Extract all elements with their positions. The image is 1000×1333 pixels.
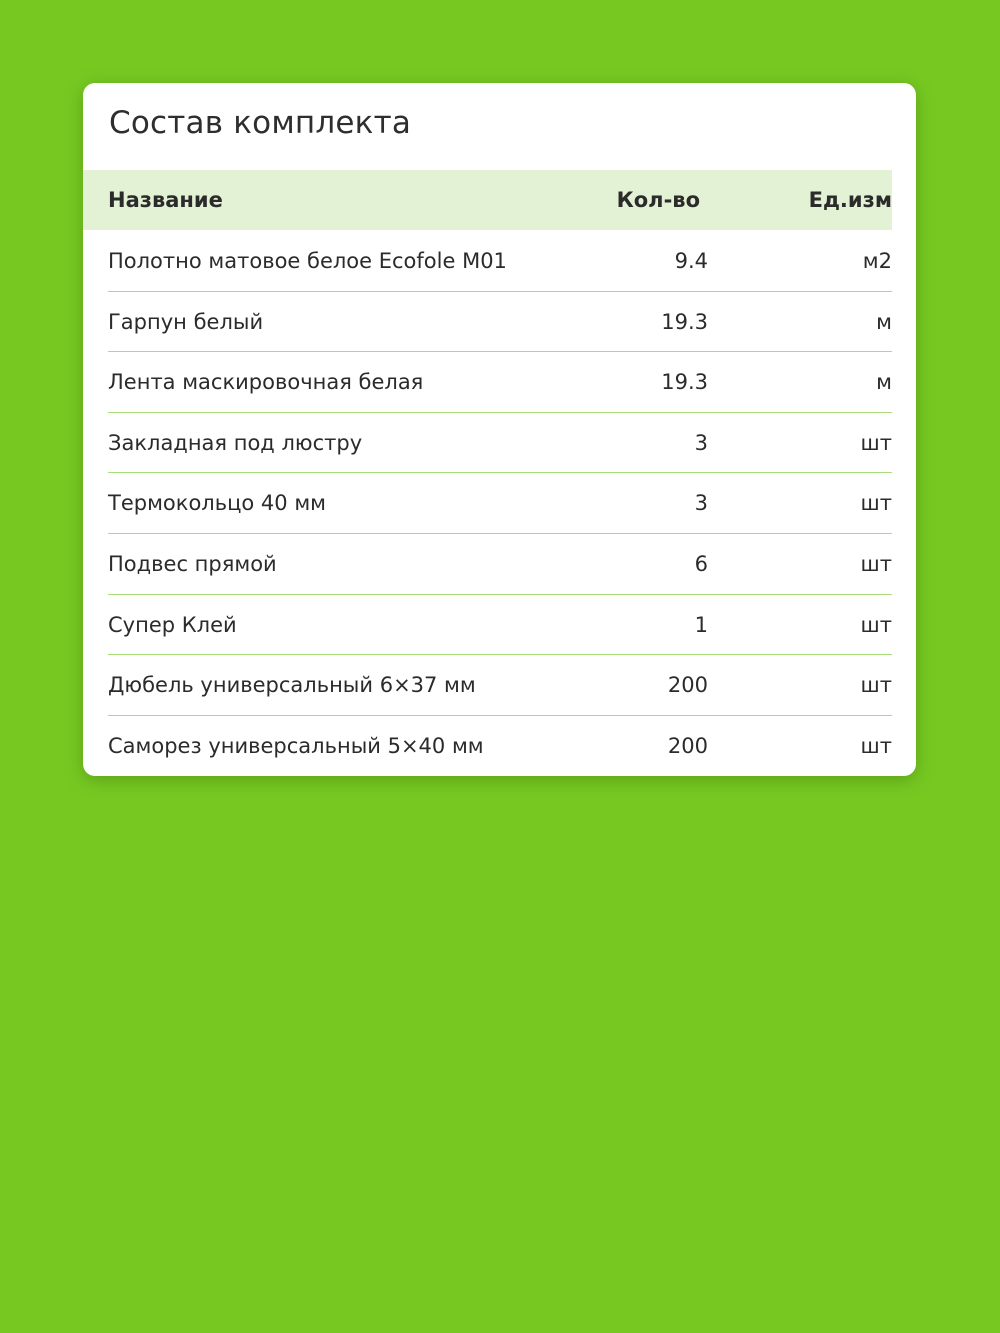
item-name: Гарпун белый [108, 309, 264, 334]
item-unit: шт [860, 430, 892, 455]
item-name: Супер Клей [108, 612, 237, 637]
table-row [108, 655, 892, 715]
item-name: Саморез универсальный 5×40 мм [108, 733, 484, 758]
item-quantity: 200 [667, 733, 708, 758]
column-header-name: Название [108, 188, 223, 212]
table-header [83, 170, 892, 230]
item-unit: шт [860, 491, 892, 516]
item-name: Дюбель универсальный 6×37 мм [108, 673, 476, 698]
item-name: Термокольцо 40 мм [108, 491, 326, 516]
item-quantity: 3 [694, 491, 708, 516]
item-unit: шт [860, 673, 892, 698]
item-quantity: 200 [667, 673, 708, 698]
card-title: Состав комплекта [109, 105, 412, 141]
kit-contents-card [83, 83, 916, 776]
table-row [108, 716, 892, 776]
item-unit: шт [860, 612, 892, 637]
item-unit: м [876, 309, 892, 334]
item-quantity: 19.3 [661, 309, 708, 334]
item-quantity: 1 [694, 612, 708, 637]
table-row [108, 231, 892, 291]
item-quantity: 19.3 [661, 370, 708, 395]
item-name: Подвес прямой [108, 552, 277, 576]
table-row [108, 534, 892, 594]
table-row [108, 413, 892, 473]
table-row [108, 595, 892, 655]
item-quantity: 3 [694, 430, 708, 455]
item-name: Лента маскировочная белая [108, 370, 424, 395]
item-unit: м2 [862, 249, 892, 273]
item-name: Закладная под люстру [108, 430, 363, 455]
item-unit: м [876, 370, 892, 395]
item-unit: шт [860, 552, 892, 576]
table-row [108, 352, 892, 412]
table-row [108, 473, 892, 533]
item-unit: шт [860, 733, 892, 758]
table-row [108, 292, 892, 352]
item-name: Полотно матовое белое Ecofole M01 [108, 249, 507, 273]
item-quantity: 6 [694, 552, 708, 576]
column-header-qty: Кол-во [616, 188, 700, 212]
item-quantity: 9.4 [674, 249, 708, 273]
column-header-unit: Ед.изм [808, 188, 892, 212]
